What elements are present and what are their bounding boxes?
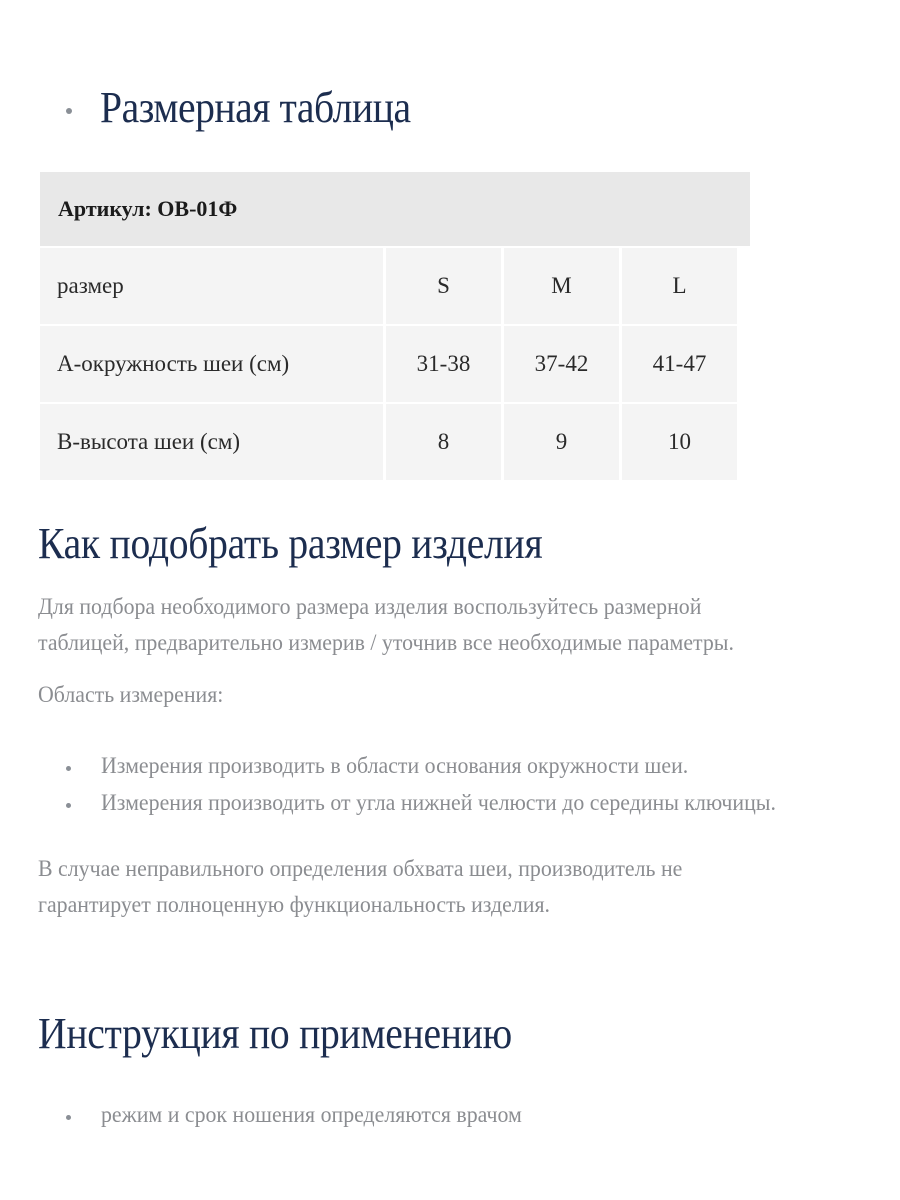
size-s: S [386,248,504,324]
choose-size-title: Как подобрать размер изделия [38,519,543,568]
circumference-s: 31-38 [386,326,504,402]
size-l: L [622,248,737,324]
circumference-m: 37-42 [504,326,622,402]
list-item [66,748,827,785]
measure-bullet-text: Измерения производить от угла нижней челюсти до середины ключицы. [101,790,776,816]
instruction-bullet-text: режим и срок ношения определяются врачом [101,1102,522,1128]
intro-line-1: Для подбора необходимого размера изделия воспользуйтесь размерной [38,594,702,620]
measure-area-label: Область измерения: [38,682,224,708]
article-header: Артикул: ОВ-01Ф [40,172,750,246]
bullet-icon [66,803,71,808]
table-row [40,402,750,480]
circumference-l: 41-47 [622,326,737,402]
height-s: 8 [386,404,504,480]
bullet-icon [66,1115,71,1120]
height-l: 10 [622,404,737,480]
warning-line-1: В случае неправильного определения обхвата шеи, производитель не [38,856,683,882]
size-table-title-row [66,82,445,133]
measure-bullets [66,748,827,822]
size-table-title: Размерная таблица [100,83,411,132]
intro-line-2: таблицей, предварительно измерив / уточнив все необходимые параметры. [38,630,734,656]
table-row [40,246,750,324]
bullet-icon [66,108,72,114]
instructions-title: Инструкция по применению [38,1009,512,1058]
row-label-height: В-высота шеи (см) [40,404,386,480]
measure-bullet-text: Измерения производить в области основания окружности шеи. [101,753,689,779]
size-m: M [504,248,622,324]
height-m: 9 [504,404,622,480]
table-row [40,324,750,402]
bullet-icon [66,766,71,771]
size-table [40,172,750,480]
row-label-size: размер [40,248,386,324]
warning-line-2: гарантирует полноценную функциональность изделия. [38,892,550,918]
list-item [66,785,827,822]
instructions-bullets [66,1097,553,1134]
row-label-circumference: А-окружность шеи (см) [40,326,386,402]
list-item [66,1097,553,1134]
